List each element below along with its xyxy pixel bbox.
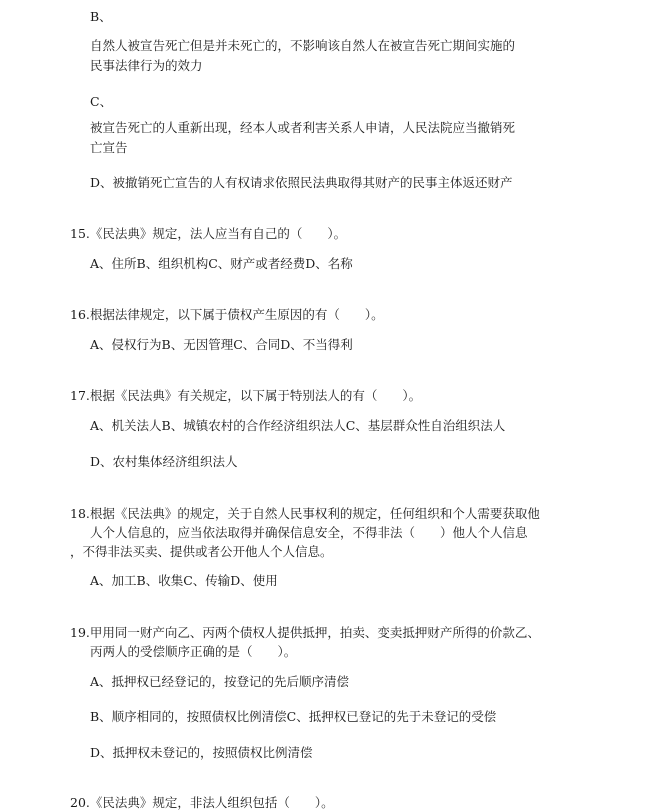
question-16-stem: 16.根据法律规定，以下属于债权产生原因的有（ ）。 bbox=[70, 307, 384, 322]
question-15-stem: 15.《民法典》规定，法人应当有自己的（ ）。 bbox=[70, 226, 347, 241]
question-18-options: A、加工B、收集C、传输D、使用 bbox=[90, 573, 278, 588]
question-20-stem: 20.《民法典》规定，非法人组织包括（ ）。 bbox=[70, 795, 334, 810]
option-b-text-line2: 民事法律行为的效力 bbox=[90, 58, 203, 73]
question-18-stem-line2: 人个人信息的，应当依法取得并确保信息安全，不得非法（ ）他人个人信息 bbox=[90, 525, 528, 540]
question-16-options: A、侵权行为B、无因管理C、合同D、不当得利 bbox=[90, 337, 353, 352]
question-19-stem-line2: 丙两人的受偿顺序正确的是（ ）。 bbox=[90, 644, 297, 659]
option-b-label: B、 bbox=[90, 9, 112, 24]
option-c-text-line1: 被宣告死亡的人重新出现，经本人或者利害关系人申请，人民法院应当撤销死 bbox=[90, 120, 516, 135]
question-18-stem-line1: 18.根据《民法典》的规定，关于自然人民事权利的规定，任何组织和个人需要获取他 bbox=[70, 506, 540, 521]
option-b-text-line1: 自然人被宣告死亡但是并未死亡的，不影响该自然人在被宣告死亡期间实施的 bbox=[90, 38, 516, 53]
option-c-label: C、 bbox=[90, 94, 113, 109]
question-19-option-a: A、抵押权已经登记的，按登记的先后顺序清偿 bbox=[90, 674, 350, 689]
option-c-text-line2: 亡宣告 bbox=[90, 140, 128, 155]
question-19-option-d: D、抵押权未登记的，按照债权比例清偿 bbox=[90, 745, 313, 760]
question-19-option-b-c: B、顺序相同的，按照债权比例清偿C、抵押权已登记的先于未登记的受偿 bbox=[90, 709, 497, 724]
question-17-options-line2: D、农村集体经济组织法人 bbox=[90, 454, 238, 469]
question-15-options: A、住所B、组织机构C、财产或者经费D、名称 bbox=[90, 256, 353, 271]
question-17-options-line1: A、机关法人B、城镇农村的合作经济组织法人C、基层群众性自治组织法人 bbox=[90, 418, 506, 433]
question-18-stem-line3: ，不得非法买卖、提供或者公开他人个人信息。 bbox=[70, 544, 333, 559]
question-19-stem-line1: 19.甲用同一财产向乙、丙两个债权人提供抵押，拍卖、变卖抵押财产所得的价款乙、 bbox=[70, 625, 540, 640]
option-d-text: D、被撤销死亡宣告的人有权请求依照民法典取得其财产的民事主体返还财产 bbox=[90, 175, 513, 190]
question-17-stem: 17.根据《民法典》有关规定，以下属于特别法人的有（ ）。 bbox=[70, 388, 422, 403]
